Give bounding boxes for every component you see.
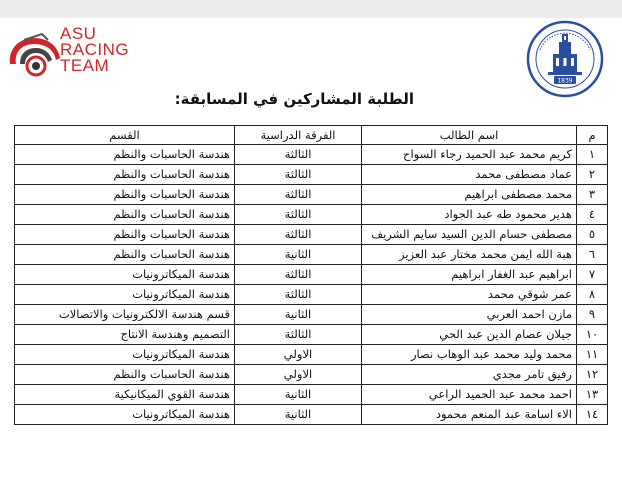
table-row	[15, 165, 608, 185]
row-number: ١٤	[577, 405, 608, 425]
department: هندسة الحاسبات والنظم	[15, 205, 235, 225]
study-year: الثالثة	[235, 165, 362, 185]
study-year: الثانية	[235, 405, 362, 425]
table-row	[15, 265, 608, 285]
study-year: الثالثة	[235, 265, 362, 285]
student-name: هبة الله ايمن محمد مختار عبد العزيز	[362, 245, 577, 265]
student-name: مازن احمد العربي	[362, 305, 577, 325]
logo-line-2: RACING	[60, 40, 130, 59]
faculty-seal-icon	[526, 20, 604, 98]
student-name: الاء اسامة عبد المنعم محمود	[362, 405, 577, 425]
department: هندسة الحاسبات والنظم	[15, 185, 235, 205]
student-name: هدير محمود طه عبد الجواد	[362, 205, 577, 225]
row-number: ١	[577, 145, 608, 165]
table-row	[15, 325, 608, 345]
row-number: ٣	[577, 185, 608, 205]
student-name: رفيق تامر مجدي	[362, 365, 577, 385]
student-name: ابراهيم عبد الغفار ابراهيم	[362, 265, 577, 285]
study-year: الثالثة	[235, 285, 362, 305]
table-body	[15, 145, 608, 425]
row-number: ١٢	[577, 365, 608, 385]
department: هندسة الحاسبات والنظم	[15, 165, 235, 185]
study-year: الثانية	[235, 305, 362, 325]
row-number: ٩	[577, 305, 608, 325]
row-number: ١٠	[577, 325, 608, 345]
table-row	[15, 365, 608, 385]
study-year: الثالثة	[235, 185, 362, 205]
study-year: الثانية	[235, 385, 362, 405]
table-row	[15, 205, 608, 225]
row-number: ٤	[577, 205, 608, 225]
row-number: ١٣	[577, 385, 608, 405]
student-name: محمد وليد محمد عبد الوهاب نصار	[362, 345, 577, 365]
department: هندسة الميكاترونيات	[15, 405, 235, 425]
table-row	[15, 185, 608, 205]
seal-year: 1839	[557, 77, 573, 85]
racing-team-wordmark	[60, 26, 156, 74]
department: قسم هندسة الالكترونيات والاتصالات	[15, 305, 235, 325]
study-year: الاولي	[235, 345, 362, 365]
student-name: كريم محمد عبد الحميد رجاء السواح	[362, 145, 577, 165]
student-name: عماد مصطفى محمد	[362, 165, 577, 185]
department: هندسة الحاسبات والنظم	[15, 365, 235, 385]
header-dept: القسم	[15, 126, 235, 145]
row-number: ٥	[577, 225, 608, 245]
department: هندسة الحاسبات والنظم	[15, 225, 235, 245]
study-year: الثالثة	[235, 325, 362, 345]
study-year: الثالثة	[235, 145, 362, 165]
student-name: محمد مصطفى ابراهيم	[362, 185, 577, 205]
department: هندسة الحاسبات والنظم	[15, 245, 235, 265]
student-name: عمر شوقي محمد	[362, 285, 577, 305]
logo-line-3: TEAM	[60, 56, 110, 75]
row-number: ٧	[577, 265, 608, 285]
study-year: الثالثة	[235, 205, 362, 225]
row-number: ١١	[577, 345, 608, 365]
study-year: الثانية	[235, 245, 362, 265]
study-year: الثالثة	[235, 225, 362, 245]
study-year: الاولي	[235, 365, 362, 385]
department: التصميم وهندسة الانتاج	[15, 325, 235, 345]
viewer-top-bar	[0, 0, 622, 18]
logo-line-1: ASU	[60, 24, 97, 43]
table-header-row	[15, 126, 608, 145]
participants-heading: الطلبة المشاركين في المسابقة:	[174, 90, 414, 108]
department: هندسة الميكاترونيات	[15, 345, 235, 365]
row-number: ٢	[577, 165, 608, 185]
department: هندسة الحاسبات والنظم	[15, 145, 235, 165]
header-year: الفرقة الدراسية	[235, 126, 362, 145]
student-name: مصطفى حسام الدين السيد سايم الشريف	[362, 225, 577, 245]
row-number: ٦	[577, 245, 608, 265]
row-number: ٨	[577, 285, 608, 305]
participants-table	[14, 125, 608, 425]
table-row	[15, 225, 608, 245]
department: هندسة الميكاترونيات	[15, 285, 235, 305]
header-name: اسم الطالب	[362, 126, 577, 145]
department: هندسة الميكاترونيات	[15, 265, 235, 285]
table-row	[15, 405, 608, 425]
student-name: جيلان عصام الدين عبد الحي	[362, 325, 577, 345]
table-row	[15, 385, 608, 405]
table-row	[15, 145, 608, 165]
table-row	[15, 245, 608, 265]
department: هندسة القوي الميكانيكية	[15, 385, 235, 405]
table-row	[15, 345, 608, 365]
table-row	[15, 305, 608, 325]
table-row	[15, 285, 608, 305]
header-num: م	[577, 126, 608, 145]
student-name: احمد محمد عبد الحميد الراعي	[362, 385, 577, 405]
